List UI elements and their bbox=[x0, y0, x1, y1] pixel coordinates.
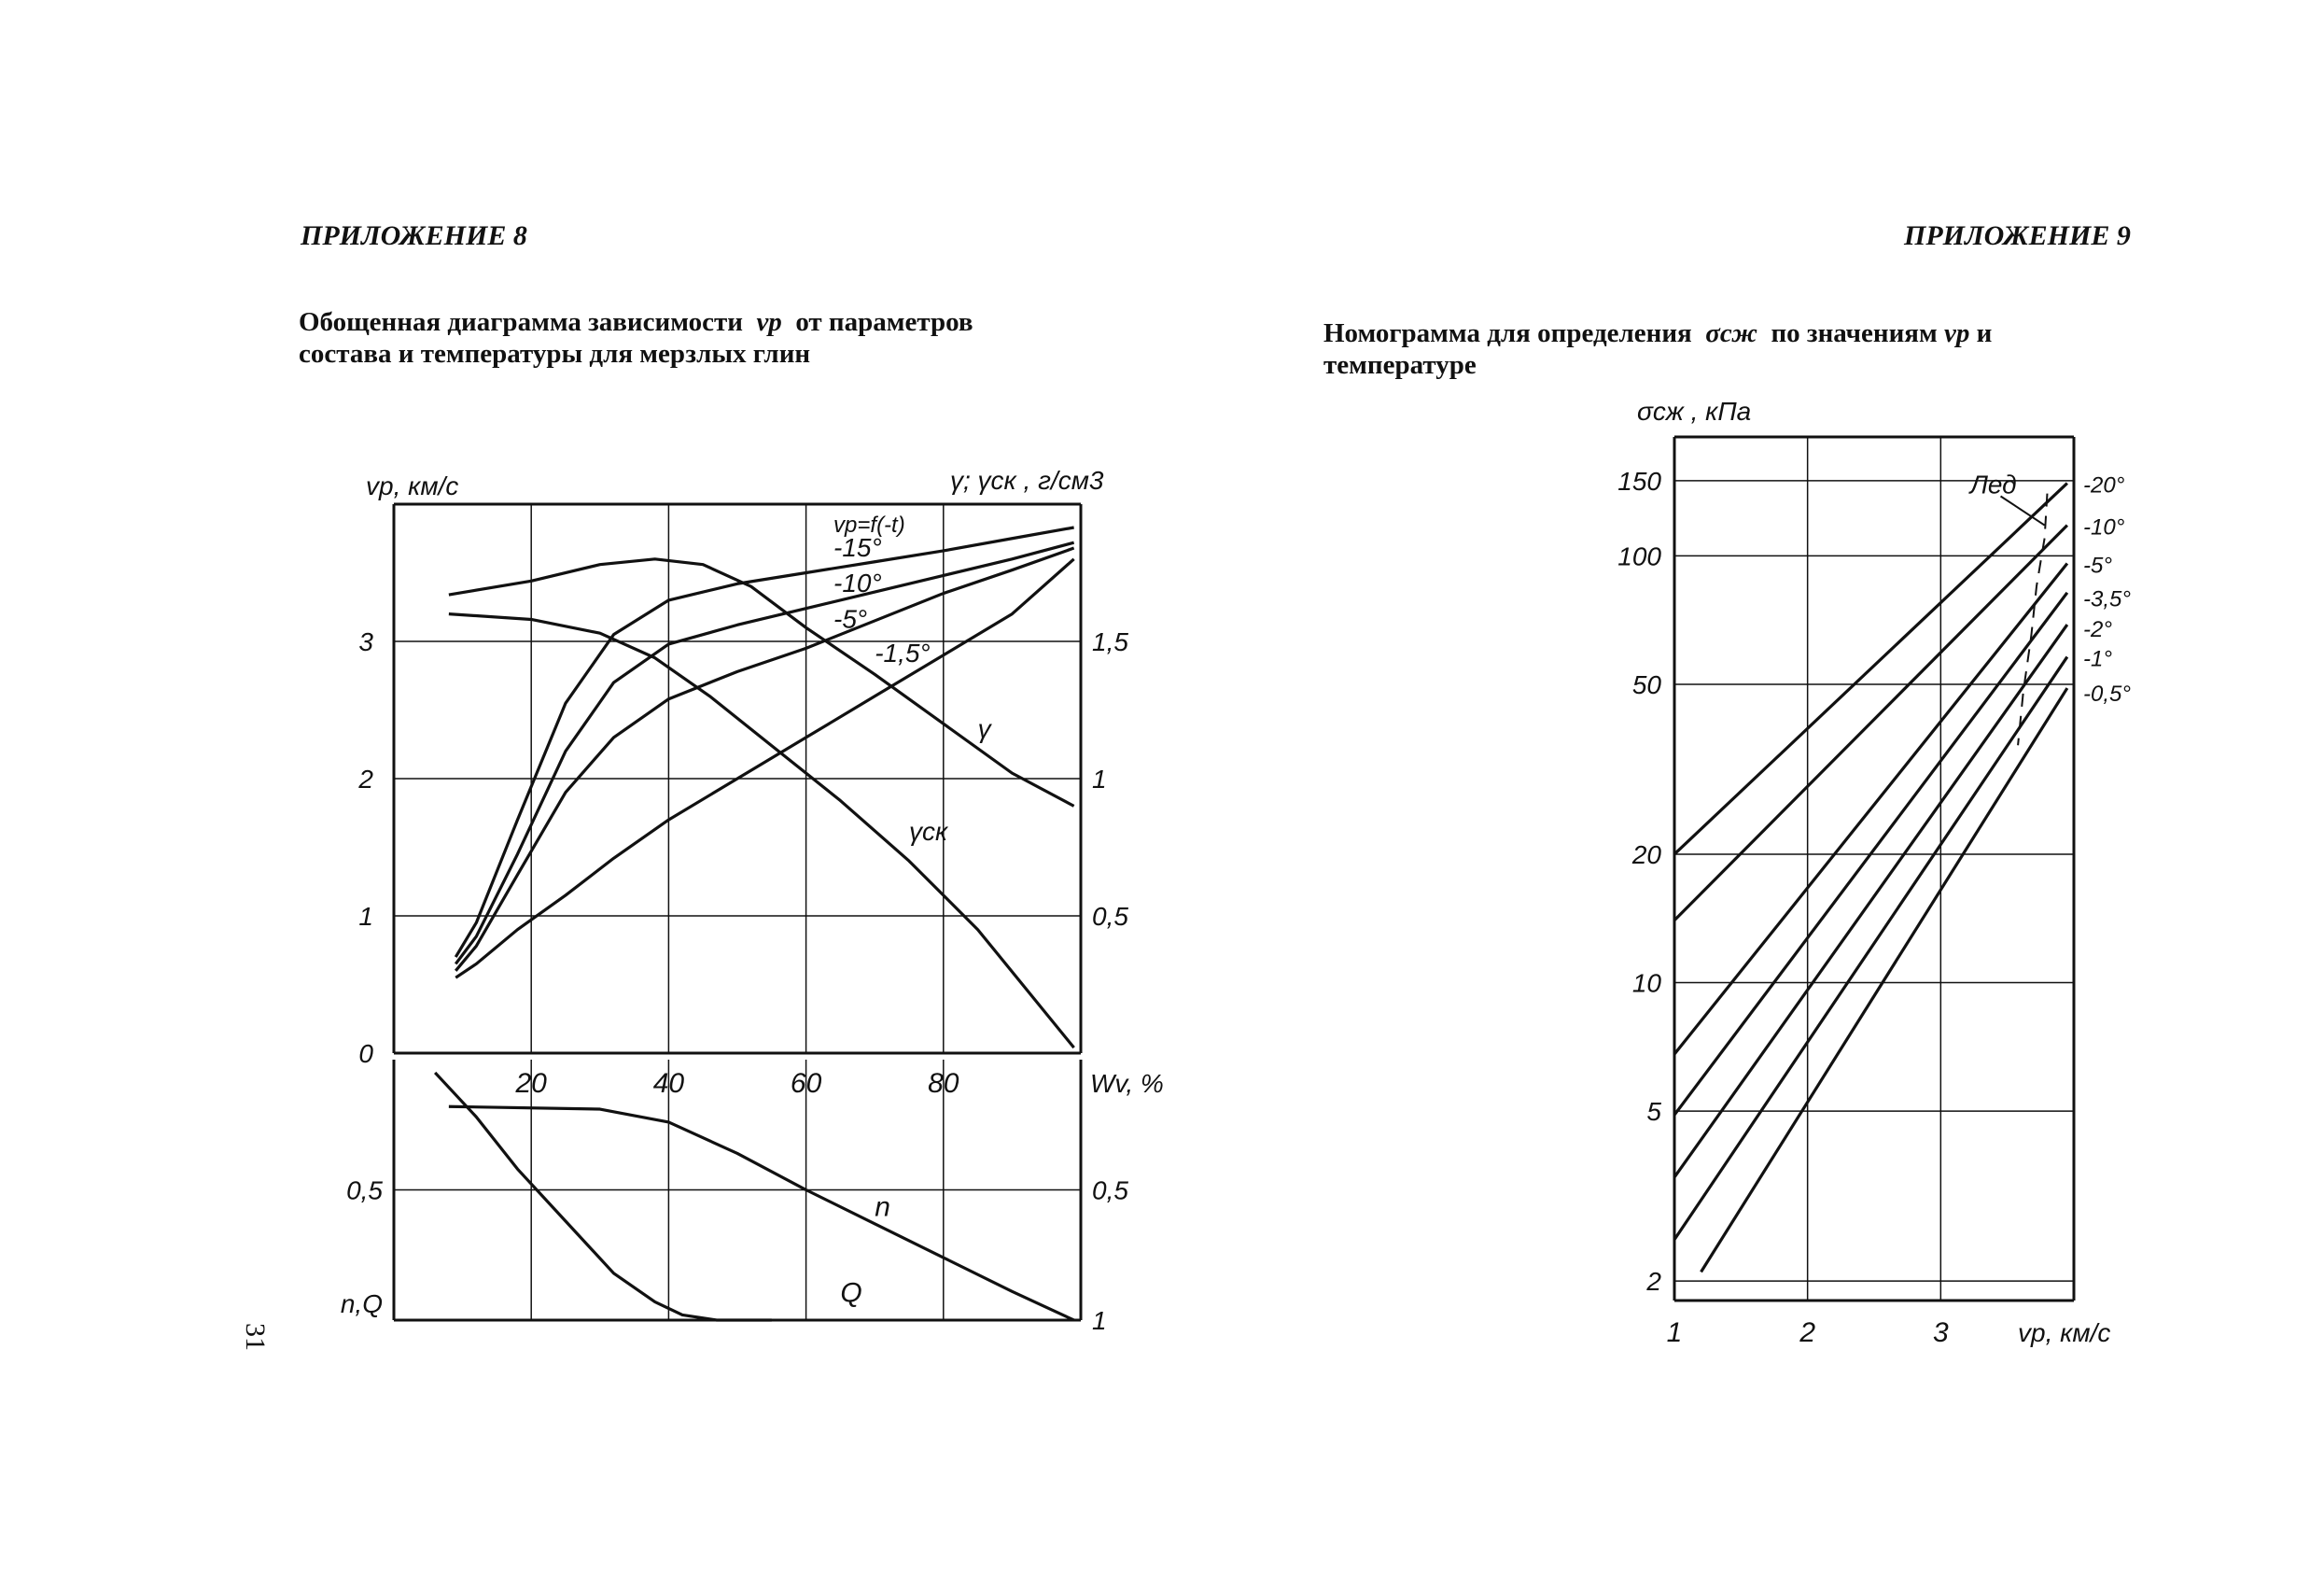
lower-y-right-tick-label: 0,5 bbox=[1092, 1175, 1128, 1205]
nomogram-y-tick-label: 100 bbox=[1617, 541, 1661, 571]
y-left-axis-label: vp, км/с bbox=[366, 471, 459, 500]
y-left-tick-label: 0 bbox=[358, 1039, 373, 1068]
caption-right-line2: температуре bbox=[1323, 350, 1477, 380]
series-label-2: -10° bbox=[833, 569, 882, 598]
nomogram-line-5 bbox=[1674, 625, 2067, 1177]
y-right-tick-label: 0,5 bbox=[1092, 902, 1128, 931]
y-right-tick-label: 1,5 bbox=[1092, 627, 1128, 656]
caption-left-text-a: Обощенная диаграмма зависимости bbox=[299, 307, 743, 337]
series-line-2 bbox=[455, 542, 1073, 963]
page-number: 31 bbox=[240, 1323, 271, 1351]
nomogram-y-tick-label: 5 bbox=[1646, 1097, 1661, 1127]
nomogram-y-tick-label: 2 bbox=[1646, 1267, 1661, 1297]
series-label-4: -1,5° bbox=[875, 639, 931, 668]
lower-series-label-2: Q bbox=[840, 1277, 862, 1309]
lower-y-left-tick-label: 0,5 bbox=[346, 1175, 383, 1205]
y-right-axis-label: γ; γск , г/см3 bbox=[950, 466, 1104, 495]
series-label-6: γск bbox=[909, 817, 948, 847]
x-tick-label: 80 bbox=[928, 1068, 959, 1099]
nomogram-y-tick-label: 150 bbox=[1617, 466, 1661, 496]
x-tick-label: 60 bbox=[790, 1068, 822, 1099]
y-right-tick-label: 1 bbox=[1092, 765, 1107, 794]
series-line-5 bbox=[449, 559, 1074, 807]
nomogram-x-tick-label: 3 bbox=[1932, 1317, 1949, 1348]
nomogram-x-tick-label: 1 bbox=[1666, 1317, 1683, 1348]
y-left-tick-label: 1 bbox=[358, 902, 373, 931]
nomogram-y-tick-label: 20 bbox=[1631, 839, 1661, 869]
nomogram-y-tick-label: 10 bbox=[1631, 968, 1661, 998]
x-tick-label: 20 bbox=[515, 1068, 547, 1099]
caption-left-text-b: от параметров bbox=[795, 307, 973, 337]
nomogram-line-2 bbox=[1674, 526, 2067, 921]
caption-right-symbol-sigma: σсж bbox=[1705, 318, 1757, 348]
caption-right-symbol-vp: vp bbox=[1943, 318, 1970, 348]
y-left-tick-label: 2 bbox=[358, 765, 373, 794]
nomogram-line-label-1: -20° bbox=[2083, 472, 2125, 499]
lower-series-line-1 bbox=[449, 1106, 1074, 1320]
nomogram-line-label-6: -1° bbox=[2083, 646, 2112, 672]
nomogram-line-3 bbox=[1674, 564, 2067, 1055]
nomogram-line-label-2: -10° bbox=[2083, 514, 2125, 541]
nomogram-x-tick-label: 2 bbox=[1799, 1317, 1816, 1348]
lower-series-label-1: n bbox=[875, 1191, 890, 1223]
nomogram-line-label-3: -5° bbox=[2083, 553, 2112, 579]
caption-right-text-b: по значениям bbox=[1771, 318, 1938, 348]
nomogram-line-label-5: -2° bbox=[2083, 616, 2112, 642]
x-tick-label: 40 bbox=[652, 1068, 685, 1099]
nomogram-y-tick-label: 50 bbox=[1631, 670, 1661, 700]
series-label-1: -15° bbox=[833, 532, 882, 562]
caption-left-symbol: vp bbox=[756, 307, 782, 337]
vp-function-annotation: vp=f(-t) bbox=[833, 513, 905, 538]
lower-y-axis-label: n,Q bbox=[340, 1289, 383, 1318]
series-label-3: -5° bbox=[833, 604, 868, 634]
appendix-8-heading: ПРИЛОЖЕНИЕ 8 bbox=[301, 220, 527, 251]
nomogram-x-axis-label: vp, км/с bbox=[2018, 1318, 2111, 1347]
caption-right-text-c: и bbox=[1976, 318, 1993, 348]
nomogram-line-6 bbox=[1674, 657, 2067, 1240]
caption-right-text-a: Номограмма для определения bbox=[1323, 318, 1692, 348]
caption-left-line2: состава и температуры для мерзлых глин bbox=[299, 339, 811, 369]
x-axis-label: Wv, % bbox=[1090, 1069, 1164, 1098]
series-label-5: γ bbox=[977, 713, 991, 743]
lower-y-right-tick-label: 1 bbox=[1092, 1306, 1107, 1335]
appendix-9-heading: ПРИЛОЖЕНИЕ 9 bbox=[1904, 220, 2131, 251]
nomogram-line-label-4: -3,5° bbox=[2083, 586, 2131, 612]
nomogram-line-label-7: -0,5° bbox=[2083, 682, 2131, 708]
nomogram-y-axis-label: σсж , кПа bbox=[1637, 397, 1752, 426]
ice-annotation-label: Лед bbox=[1969, 470, 2017, 499]
y-left-tick-label: 3 bbox=[358, 627, 373, 656]
